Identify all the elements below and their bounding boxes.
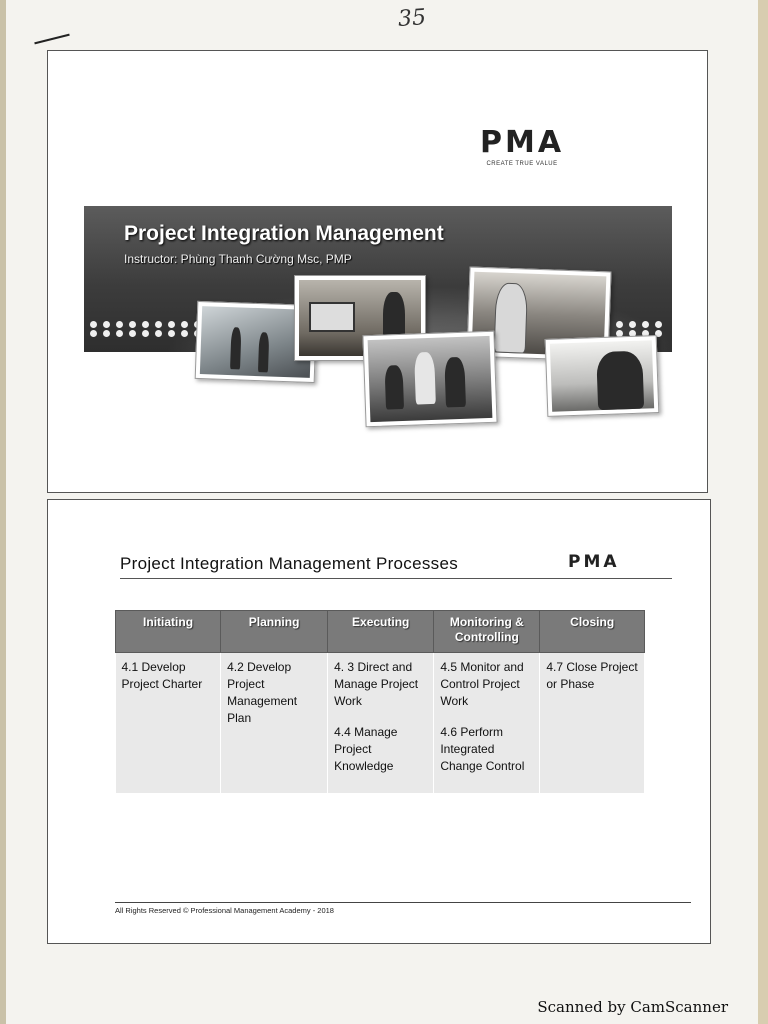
slide-title: Project Integration Management Processes xyxy=(120,554,459,573)
scanner-watermark: Scanned by CamScanner xyxy=(537,998,728,1016)
paper-edge-left xyxy=(0,0,6,1024)
cell-executing xyxy=(328,653,434,794)
logo-word: PMA xyxy=(568,552,620,572)
process-item: 4.5 Monitor and Control Project Work xyxy=(440,660,524,708)
presentation-title: Project Integration Management xyxy=(124,222,444,245)
table-row xyxy=(116,653,645,794)
process-item: 4.7 Close Project or Phase xyxy=(546,660,638,691)
photo-man-thinking xyxy=(545,335,660,417)
logo-tagline: CREATE TRUE VALUE xyxy=(486,161,558,167)
copyright-footer: All Rights Reserved © Professional Management Academy - 2018 xyxy=(115,906,334,915)
pen-mark xyxy=(34,34,69,45)
header-closing: Closing xyxy=(540,611,645,653)
cell-initiating xyxy=(116,653,221,794)
cell-planning xyxy=(221,653,328,794)
header-planning: Planning xyxy=(221,611,328,653)
process-item: 4.4 Manage Project Knowledge xyxy=(334,725,398,773)
table-header-row xyxy=(116,611,645,653)
header-initiating: Initiating xyxy=(116,611,221,653)
slide-title xyxy=(47,50,708,493)
pma-logo-small xyxy=(568,552,620,572)
slide-processes xyxy=(47,499,711,944)
process-item: 4. 3 Direct and Manage Project Work xyxy=(334,660,419,708)
header-monitoring-controlling: Monitoring & Controlling xyxy=(434,611,540,653)
process-item: 4.1 Develop Project Charter xyxy=(121,660,203,691)
cell-closing xyxy=(540,653,645,794)
handwritten-page-number: 35 xyxy=(397,5,427,32)
title-rule xyxy=(120,578,672,579)
cell-monitoring-controlling xyxy=(434,653,540,794)
logo-word: PMA xyxy=(480,125,565,160)
dot-pattern-left xyxy=(90,321,204,337)
footer-rule xyxy=(115,902,691,903)
dot-pattern-right xyxy=(616,321,665,337)
process-item: 4.2 Develop Project Management Plan xyxy=(227,660,298,725)
paper-edge-right xyxy=(758,0,768,1024)
process-groups-table xyxy=(115,610,645,793)
photo-team-meeting xyxy=(362,331,497,428)
instructor-line: Instructor: Phùng Thanh Cường Msc, PMP xyxy=(124,252,352,266)
header-executing: Executing xyxy=(328,611,434,653)
process-item: 4.6 Perform Integrated Change Control xyxy=(440,725,525,773)
pma-logo xyxy=(480,125,564,167)
